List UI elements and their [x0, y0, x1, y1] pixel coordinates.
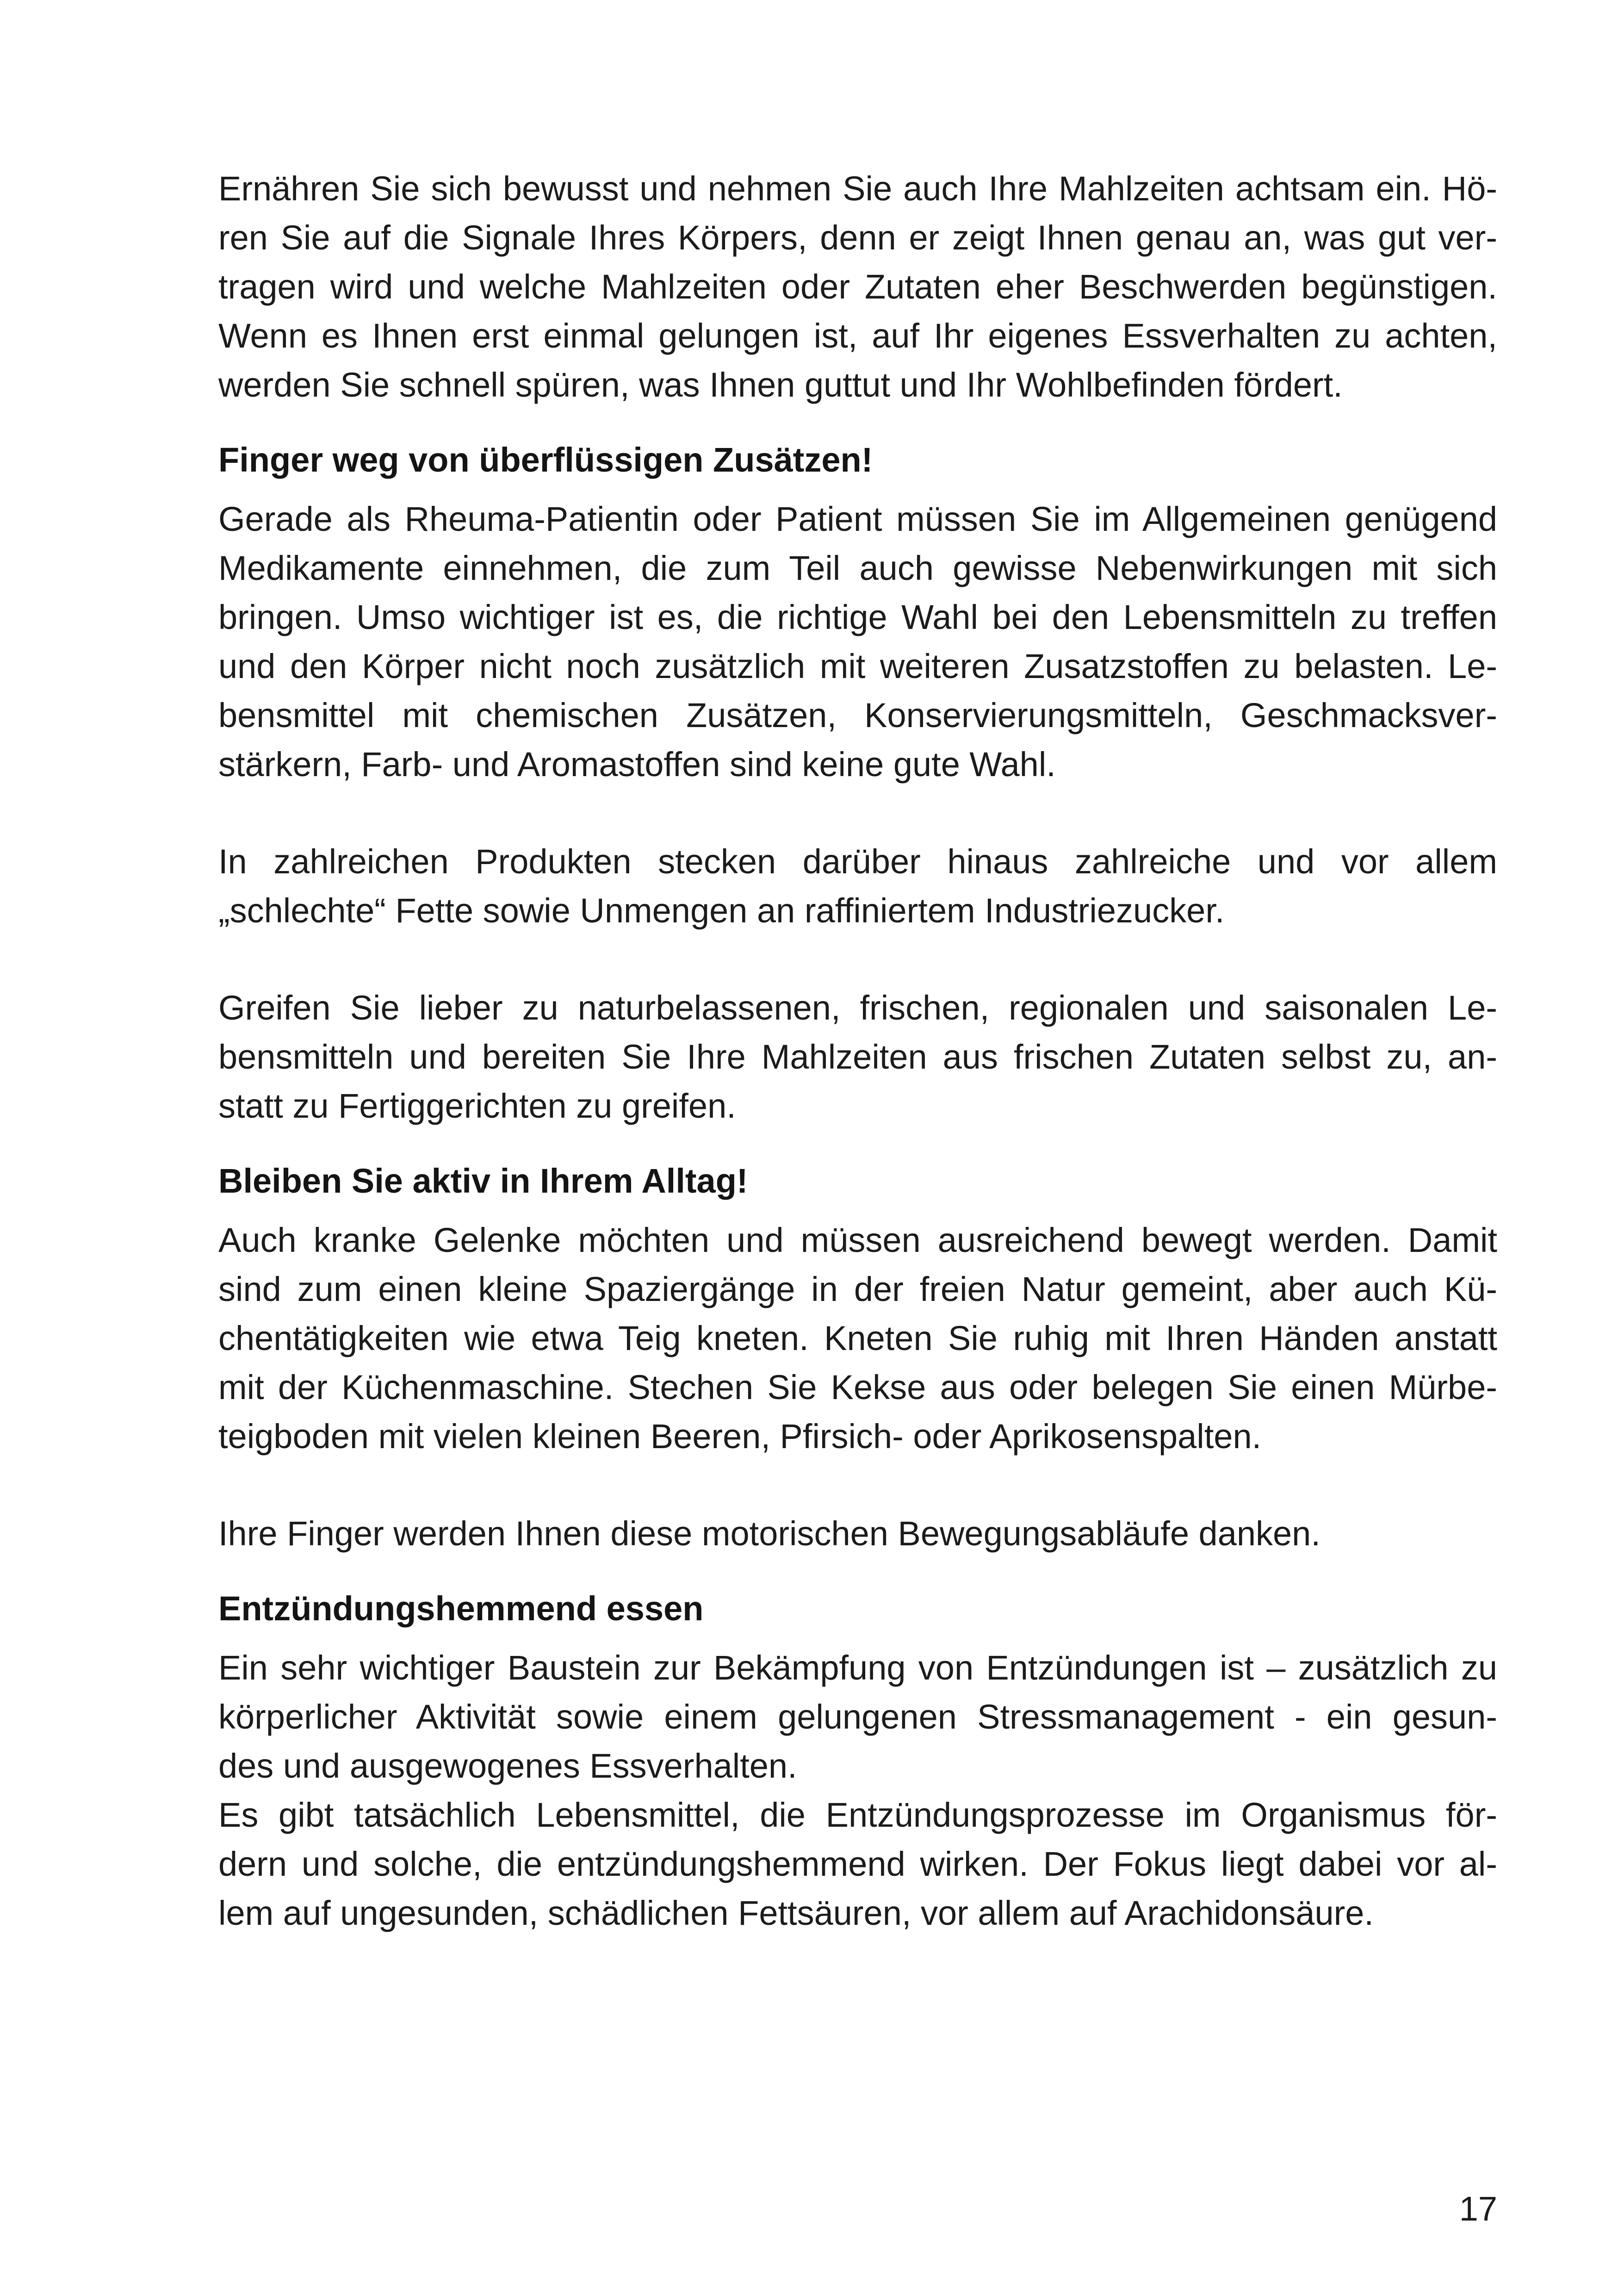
text-line: bringen. Umso wichtiger ist es, die richtige Wahl bei den Lebensmitteln zu treffen	[218, 598, 1497, 636]
paragraph-gap	[218, 789, 1497, 837]
text-line: Ihre Finger werden Ihnen diese motorischen Bewegungsabläufe danken.	[218, 1514, 1320, 1553]
text-line: Es gibt tatsächlich Lebensmittel, die Entzündungsprozesse im Organismus för-	[218, 1796, 1497, 1834]
paragraph-additives-3	[218, 983, 1497, 1131]
text-line: werden Sie schnell spüren, was Ihnen guttut und Ihr Wohlbefinden fördert.	[218, 366, 1343, 404]
section-heading-additives: Finger weg von überflüssigen Zusätzen!	[218, 441, 873, 479]
text-line: Wenn es Ihnen erst einmal gelungen ist, auf Ihr eigenes Essverhalten zu achten,	[218, 317, 1497, 355]
paragraph-active-2	[218, 1509, 1497, 1558]
paragraph-gap	[218, 1461, 1497, 1509]
text-line: tragen wird und welche Mahlzeiten oder Zutaten eher Beschwerden begünstigen.	[218, 268, 1497, 306]
text-line: teigboden mit vielen kleinen Beeren, Pfirsich- oder Aprikosenspalten.	[218, 1417, 1262, 1456]
text-line: Medikamente einnehmen, die zum Teil auch gewisse Nebenwirkungen mit sich	[218, 549, 1497, 587]
page-number: 17	[1459, 2190, 1497, 2228]
text-line: Auch kranke Gelenke möchten und müssen ausreichend bewegt werden. Damit	[218, 1221, 1497, 1259]
text-line: „schlechte“ Fette sowie Unmengen an raffiniertem Industriezucker.	[218, 891, 1225, 930]
text-line: statt zu Fertiggerichten zu greifen.	[218, 1087, 736, 1125]
section-heading-active: Bleiben Sie aktiv in Ihrem Alltag!	[218, 1162, 748, 1200]
paragraph-additives-1	[218, 495, 1497, 789]
paragraph-intro	[218, 164, 1497, 410]
text-line: ren Sie auf die Signale Ihres Körpers, denn er zeigt Ihnen genau an, was gut ver-	[218, 218, 1497, 257]
text-line: Gerade als Rheuma-Patientin oder Patient müssen Sie im Allgemeinen genügend	[218, 500, 1497, 538]
text-line: bensmitteln und bereiten Sie Ihre Mahlzeiten aus frischen Zutaten selbst zu, an-	[218, 1038, 1497, 1076]
text-line: sind zum einen kleine Spaziergänge in der freien Natur gemeint, aber auch Kü-	[218, 1270, 1497, 1308]
paragraph-active-1	[218, 1216, 1497, 1461]
text-line: stärkern, Farb- und Aromastoffen sind keine gute Wahl.	[218, 745, 1056, 784]
text-line: mit der Küchenmaschine. Stechen Sie Kekse aus oder belegen Sie einen Mürbe-	[218, 1368, 1497, 1406]
text-line: und den Körper nicht noch zusätzlich mit weiteren Zusatzstoffen zu belasten. Le-	[218, 647, 1497, 685]
paragraph-additives-2	[218, 837, 1497, 935]
text-line: des und ausgewogenes Essverhalten.	[218, 1747, 797, 1785]
text-line: bensmittel mit chemischen Zusätzen, Konservierungsmitteln, Geschmacksver-	[218, 696, 1497, 734]
text-line: In zahlreichen Produkten stecken darüber hinaus zahlreiche und vor allem	[218, 842, 1497, 881]
text-line: Greifen Sie lieber zu naturbelassenen, frischen, regionalen und saisonalen Le-	[218, 989, 1497, 1027]
section-heading-anti-inflammatory: Entzündungshemmend essen	[218, 1589, 704, 1628]
text-line: chentätigkeiten wie etwa Teig kneten. Kneten Sie ruhig mit Ihren Händen anstatt	[218, 1319, 1497, 1357]
paragraph-gap	[218, 935, 1497, 983]
text-line: dern und solche, die entzündungshemmend wirken. Der Fokus liegt dabei vor al-	[218, 1845, 1497, 1883]
text-line: körperlicher Aktivität sowie einem gelungenen Stressmanagement - ein gesun-	[218, 1698, 1497, 1736]
paragraph-anti-inflammatory	[218, 1643, 1497, 1938]
text-line: Ein sehr wichtiger Baustein zur Bekämpfung von Entzündungen ist – zusätzlich zu	[218, 1649, 1497, 1687]
text-line: Ernähren Sie sich bewusst und nehmen Sie auch Ihre Mahlzeiten achtsam ein. Hö-	[218, 169, 1497, 208]
text-line: lem auf ungesunden, schädlichen Fettsäuren, vor allem auf Arachidonsäure.	[218, 1894, 1374, 1932]
page-body	[218, 164, 1497, 1938]
